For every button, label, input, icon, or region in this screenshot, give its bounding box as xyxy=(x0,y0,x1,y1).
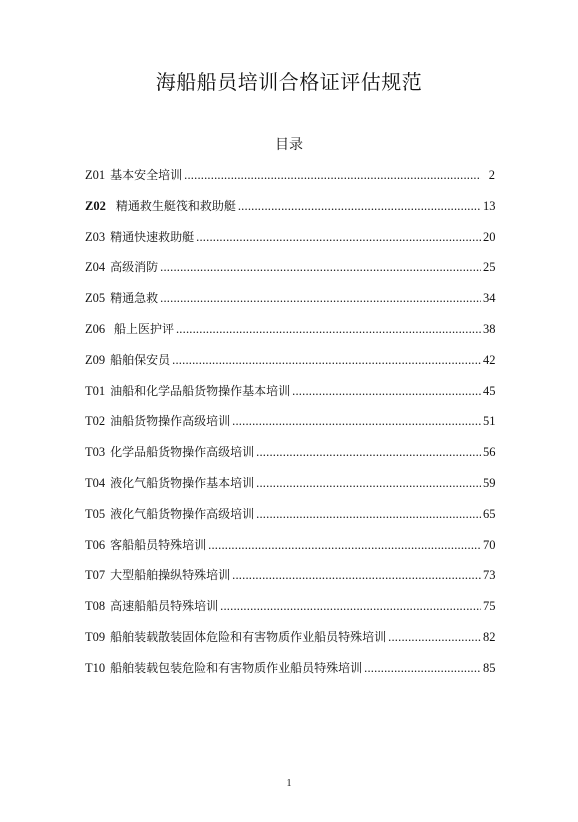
page-footer-number: 1 xyxy=(286,778,292,789)
toc-code: T02 xyxy=(85,414,106,429)
dot-leader xyxy=(184,160,481,191)
toc-entry-t06[interactable] xyxy=(85,530,495,561)
dot-leader xyxy=(364,653,481,684)
toc-page-number: 85 xyxy=(483,660,496,675)
toc-page-number: 25 xyxy=(483,260,496,275)
toc-code: T06 xyxy=(85,537,106,552)
toc-page-number: 42 xyxy=(483,352,496,367)
toc-page-number: 56 xyxy=(483,445,496,460)
toc-page-number: 2 xyxy=(488,168,495,182)
dot-leader xyxy=(160,283,481,314)
toc-page-number: 51 xyxy=(483,414,496,429)
dot-leader xyxy=(238,191,481,222)
toc-entry-t09[interactable] xyxy=(85,622,495,653)
toc-entry-z04[interactable] xyxy=(85,252,495,283)
toc-entry-t02[interactable] xyxy=(85,406,495,437)
toc-title: 船舶保安员 xyxy=(110,352,171,367)
toc-page-number: 13 xyxy=(483,198,496,213)
toc-title: 客船船员特殊培训 xyxy=(110,537,207,552)
dot-leader xyxy=(292,376,481,407)
dot-leader xyxy=(232,406,481,437)
toc-entry-t03[interactable] xyxy=(85,437,495,468)
toc-title: 油船和化学品船货物操作基本培训 xyxy=(110,383,291,398)
toc-entry-z01[interactable] xyxy=(85,160,495,191)
toc-title: 船舶装载散装固体危险和有害物质作业船员特殊培训 xyxy=(110,629,387,644)
toc-code: Z02 xyxy=(85,198,106,213)
dot-leader xyxy=(256,437,481,468)
dot-leader xyxy=(220,591,481,622)
toc-title: 化学品船货物操作高级培训 xyxy=(110,445,255,460)
toc-entry-z09[interactable] xyxy=(85,345,495,376)
toc-code: Z01 xyxy=(85,168,106,182)
toc-code: T03 xyxy=(85,445,106,460)
dot-leader xyxy=(256,499,481,530)
toc-page-number: 20 xyxy=(483,229,496,244)
toc-entry-t01[interactable] xyxy=(85,376,495,407)
toc-title: 液化气船货物操作高级培训 xyxy=(110,506,255,521)
dot-leader xyxy=(176,314,481,345)
toc-code: T04 xyxy=(85,475,106,490)
toc-title: 油船货物操作高级培训 xyxy=(110,414,231,429)
toc-code: Z04 xyxy=(85,260,106,275)
dot-leader xyxy=(256,468,481,499)
dot-leader xyxy=(172,345,481,376)
toc-page-number: 38 xyxy=(483,321,496,336)
toc-entry-t04[interactable] xyxy=(85,468,495,499)
toc-code: T08 xyxy=(85,599,106,614)
toc-page-number: 34 xyxy=(483,291,496,306)
dot-leader xyxy=(208,530,481,561)
toc-entry-t10[interactable] xyxy=(85,653,495,684)
toc-code: Z06 xyxy=(85,321,106,336)
toc-code: Z09 xyxy=(85,352,106,367)
toc-page-number: 70 xyxy=(483,537,496,552)
toc-page-number: 45 xyxy=(483,383,496,398)
toc-title: 精通救生艇筏和救助艇 xyxy=(115,198,236,213)
dot-leader xyxy=(388,622,481,653)
toc-code: T10 xyxy=(85,660,106,675)
toc-entry-t07[interactable] xyxy=(85,560,495,591)
table-of-contents xyxy=(85,160,495,684)
dot-leader xyxy=(160,252,481,283)
toc-heading: 目录 xyxy=(275,137,303,153)
toc-title: 船上医护评 xyxy=(110,321,174,336)
toc-entry-z03[interactable] xyxy=(85,222,495,253)
toc-entry-z06[interactable] xyxy=(85,314,495,345)
toc-entry-z02[interactable] xyxy=(85,191,495,222)
toc-page-number: 65 xyxy=(483,506,496,521)
toc-title: 液化气船货物操作基本培训 xyxy=(110,475,255,490)
toc-code: T01 xyxy=(85,383,106,398)
toc-code: T07 xyxy=(85,568,106,583)
toc-title: 大型船舶操纵特殊培训 xyxy=(110,568,231,583)
toc-code: T05 xyxy=(85,506,106,521)
toc-code: Z03 xyxy=(85,229,106,244)
document-title: 海船船员培训合格证评估规范 xyxy=(155,70,423,94)
toc-code: T09 xyxy=(85,629,106,644)
dot-leader xyxy=(196,222,481,253)
toc-title: 精通快速救助艇 xyxy=(110,229,195,244)
toc-page-number: 75 xyxy=(483,599,496,614)
toc-entry-z05[interactable] xyxy=(85,283,495,314)
toc-page-number: 82 xyxy=(483,629,496,644)
toc-entry-t08[interactable] xyxy=(85,591,495,622)
toc-entry-t05[interactable] xyxy=(85,499,495,530)
toc-title: 高级消防 xyxy=(110,260,159,275)
toc-title: 精通急救 xyxy=(110,291,159,306)
toc-page-number: 73 xyxy=(483,568,496,583)
toc-title: 船舶装载包装危险和有害物质作业船员特殊培训 xyxy=(110,660,363,675)
toc-page-number: 59 xyxy=(483,475,496,490)
toc-title: 基本安全培训 xyxy=(110,168,183,182)
dot-leader xyxy=(232,560,481,591)
toc-code: Z05 xyxy=(85,291,106,306)
toc-title: 高速船船员特殊培训 xyxy=(110,599,219,614)
